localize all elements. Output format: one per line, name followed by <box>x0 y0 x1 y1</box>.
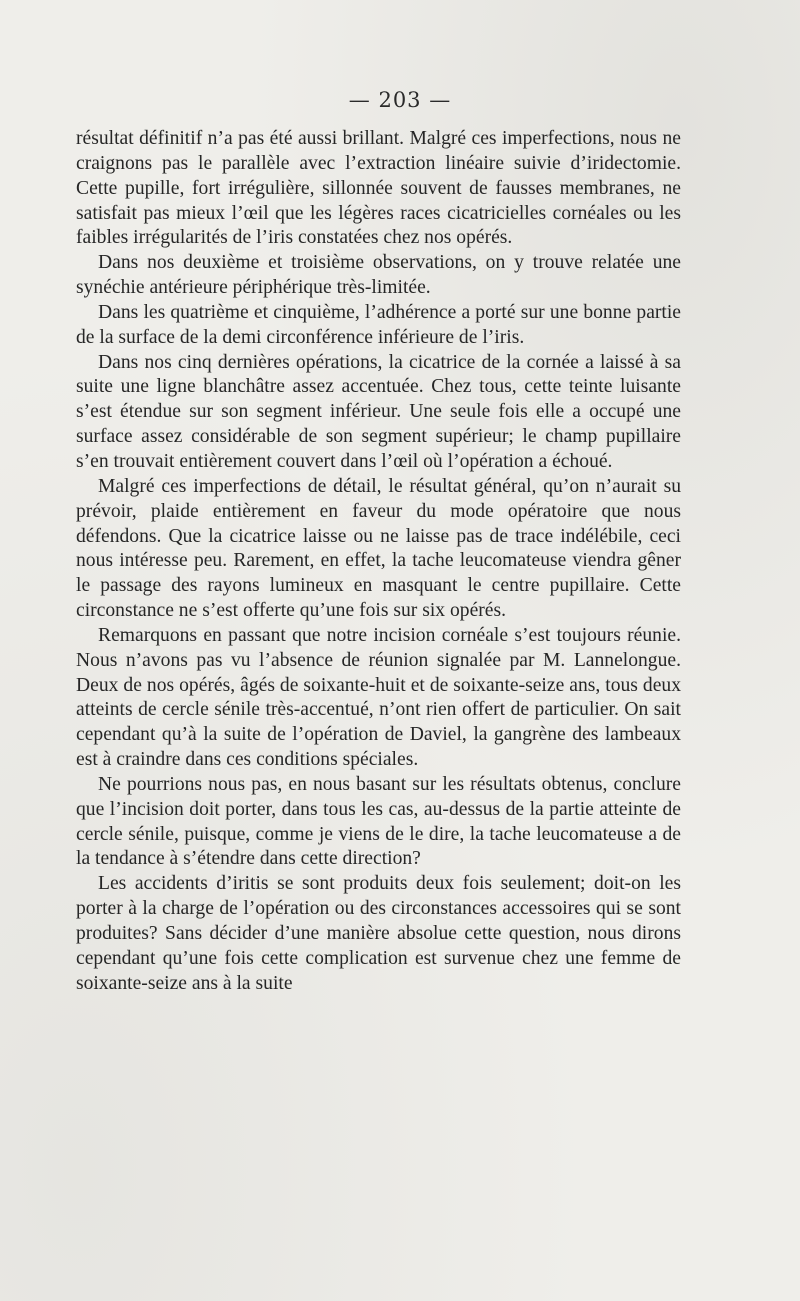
paragraph: Malgré ces imperfections de détail, le résultat général, qu’on n’aurait su prévoir, plaide entièrement en faveur du mode opératoire que nous défendons. Que la cicatrice laisse ou ne laisse pas de trace indélébile, ceci nous intéresse peu. Rarement, en effet, la tache leucomateuse viendra gêner le passage des rayons lumineux en masquant le centre pupillaire. Cette circonstance ne s’est offerte qu’une fois sur six opérés. <box>76 475 681 622</box>
paragraph: résultat définitif n’a pas été aussi brillant. Malgré ces imperfections, nous ne craignons pas le parallèle avec l’extraction linéaire suivie d’iridectomie. Cette pupille, fort irrégulière, sillonnée souvent de fausses membranes, ne satisfait pas mieux l’œil que les légères races cicatricielles cornéales ou les faibles irrégularités de l’iris constatées chez nos opérés. <box>76 128 681 249</box>
paragraph: Dans les quatrième et cinquième, l’adhérence a porté sur une bonne partie de la surface de la demi circonférence inférieure de l’iris. <box>76 301 681 348</box>
paragraph: Ne pourrions nous pas, en nous basant sur les résultats obtenus, conclure que l’incision doit porter, dans tous les cas, au-dessus de la partie atteinte de cercle sénile, puisque, comme je viens de le dire, la tache leucomateuse a de la tendance à s’étendre dans cette direction? <box>76 773 681 870</box>
body-text <box>76 127 681 997</box>
paragraph: Dans nos cinq dernières opérations, la cicatrice de la cornée a laissé à sa suite une ligne blanchâtre assez accentuée. Chez tous, cette teinte luisante s’est étendue sur son segment inférieur. Une seule fois elle a occupé une surface assez considérable de son segment supérieur; le champ pupillaire s’en trouvait entièrement couvert dans l’œil où l’opération a échoué. <box>76 351 681 472</box>
paragraph: Remarquons en passant que notre incision cornéale s’est toujours réunie. Nous n’avons pas vu l’absence de réunion signalée par M. Lannelongue. Deux de nos opérés, âgés de soixante-huit et de soixante-seize ans, tous deux atteints de cercle sénile très-accentué, n’ont rien offert de particulier. On sait cependant qu’à la suite de l’opération de Daviel, la gangrène des lambeaux est à craindre dans ces conditions spéciales. <box>76 624 681 771</box>
page-number: — 203 — <box>348 88 452 112</box>
paragraph: Dans nos deuxième et troisième observations, on y trouve relatée une synéchie antérieure périphérique très-limitée. <box>76 252 681 299</box>
paragraph: Les accidents d’iritis se sont produits deux fois seulement; doit-on les porter à la charge de l’opération ou des circonstances accessoires qui se sont produites? Sans décider d’une manière absolue cette question, nous dirons cependant qu’une fois cette complication est survenue chez une femme de soixante-seize ans à la suite <box>76 873 681 994</box>
